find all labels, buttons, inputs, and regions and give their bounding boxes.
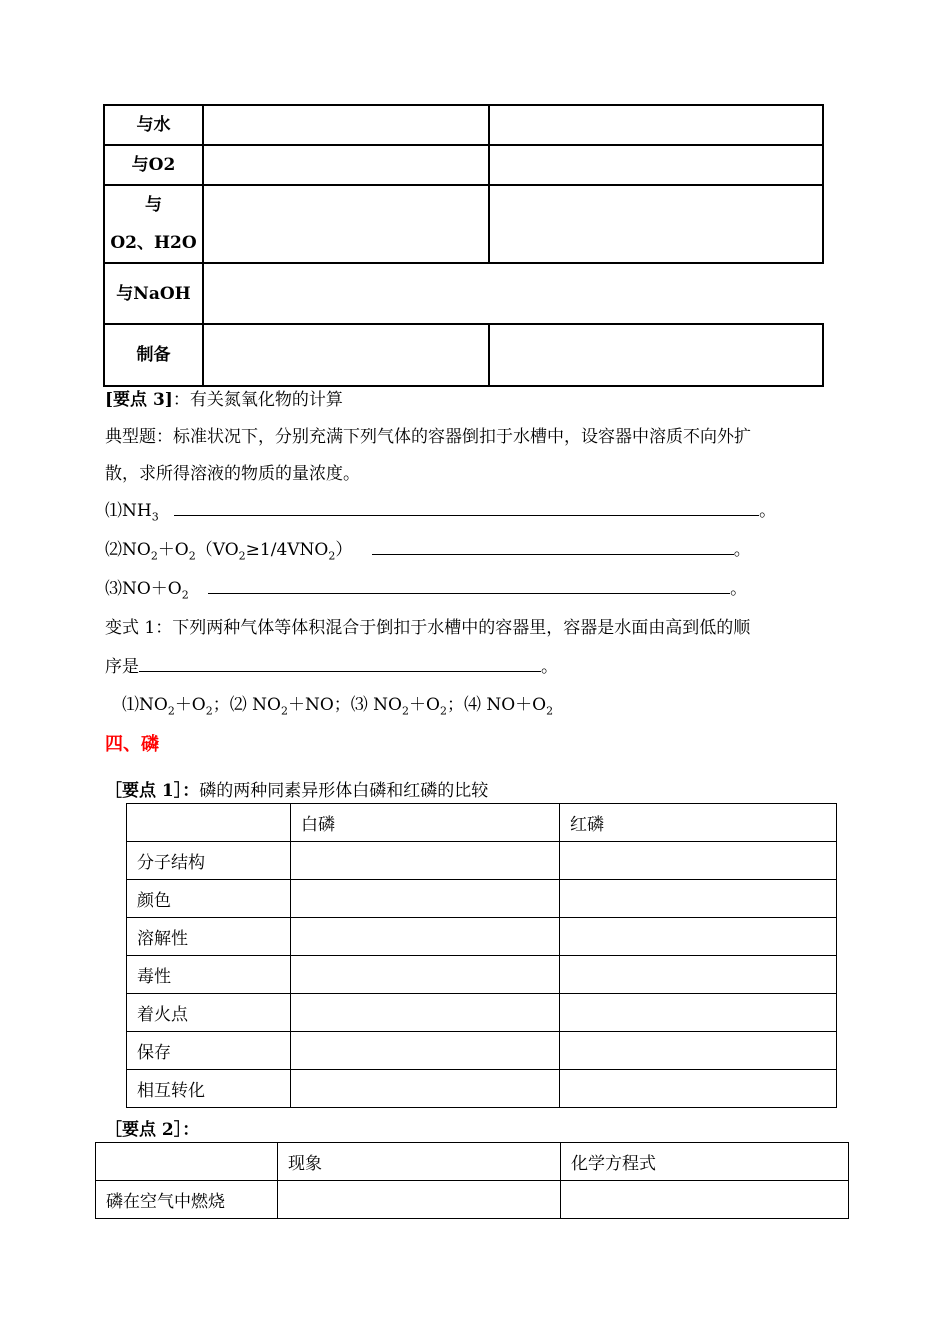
- option-sub: 2: [546, 704, 554, 718]
- option-text: ＋O: [409, 695, 440, 715]
- question-2: [105, 535, 751, 562]
- option-text: ⑴NO: [122, 695, 168, 715]
- table-cell: [489, 185, 823, 263]
- table-cell: [560, 1032, 837, 1070]
- answer-blank[interactable]: [174, 501, 759, 516]
- row-label: 着火点: [127, 994, 291, 1032]
- period: 。: [759, 501, 777, 521]
- table-cell: [561, 1181, 849, 1219]
- period: 。: [733, 540, 751, 560]
- option-sub: 2: [439, 704, 447, 718]
- row-label: 磷在空气中燃烧: [96, 1181, 278, 1219]
- header-cell: 白磷: [291, 804, 560, 842]
- table-cell: [489, 324, 823, 386]
- point1-heading: [105, 776, 488, 801]
- row-label: 与水: [104, 105, 203, 145]
- option-text: ；: [212, 695, 230, 715]
- option-text: ；: [446, 695, 464, 715]
- table-cell: [203, 185, 489, 263]
- point2-label: ［要点 2］：: [105, 1120, 200, 1140]
- table-cell: [489, 145, 823, 185]
- table-cell: [203, 145, 489, 185]
- q-sub: 2: [328, 549, 336, 563]
- option-text: ⑷ NO＋O: [463, 695, 547, 715]
- option-text: ⑵ NO: [229, 695, 281, 715]
- row-label: [104, 185, 203, 263]
- option-sub: 2: [167, 704, 175, 718]
- header-cell: [127, 804, 291, 842]
- phosphorus-comparison-table: [126, 803, 837, 1108]
- row-label-line: O2、H2O: [110, 233, 197, 253]
- q-text: ）: [335, 540, 353, 560]
- table-cell: [291, 842, 560, 880]
- example-line: 散，求所得溶液的物质的量浓度。: [105, 464, 360, 484]
- option-sub: 2: [402, 704, 409, 718]
- q-text: ⑵NO: [105, 540, 151, 560]
- header-cell: 红磷: [560, 804, 837, 842]
- answer-blank[interactable]: [208, 579, 730, 594]
- question-3: [105, 574, 747, 601]
- variant-line-2: [105, 652, 558, 677]
- header-cell: [96, 1143, 278, 1181]
- table-cell: [560, 880, 837, 918]
- header-cell: 化学方程式: [561, 1143, 849, 1181]
- q-text: （VO: [195, 540, 239, 560]
- option-text: ＋O: [174, 695, 206, 715]
- variant-line: 变式 1：下列两种气体等体积混合于倒扣于水槽中的容器里，容器是水面由高到低的顺: [105, 618, 751, 638]
- row-label: 相互转化: [127, 1070, 291, 1108]
- answer-blank[interactable]: [372, 540, 734, 555]
- q-text: ⑶NO＋O: [105, 579, 182, 599]
- table-cell: [560, 1070, 837, 1108]
- q-sub: 2: [188, 549, 196, 563]
- row-label: 毒性: [127, 956, 291, 994]
- row-label: 制备: [104, 324, 203, 386]
- q-sub: 2: [150, 549, 158, 563]
- table-cell: [560, 956, 837, 994]
- point1-text: 磷的两种同素异形体白磷和红磷的比较: [199, 781, 489, 801]
- q-text: 序是: [105, 657, 139, 677]
- variant-options: [122, 690, 553, 717]
- q-sub: 2: [181, 588, 189, 602]
- q-text: ≥1/4VNO: [245, 540, 329, 560]
- period: 。: [541, 657, 558, 677]
- row-label: 与O2: [104, 145, 203, 185]
- nitrogen-oxide-table: [103, 104, 824, 387]
- option-sub: 2: [280, 704, 288, 718]
- row-label: 保存: [127, 1032, 291, 1070]
- example-line: 典型题：标准状况下，分别充满下列气体的容器倒扣于水槽中，设容器中溶质不向外扩: [105, 427, 751, 447]
- q-text: ＋O: [157, 540, 189, 560]
- header-cell: 现象: [278, 1143, 561, 1181]
- table-cell: [560, 994, 837, 1032]
- table-cell: [291, 918, 560, 956]
- q-sub: 3: [151, 510, 159, 524]
- table-cell: [489, 105, 823, 145]
- q-text: ⑴NH: [105, 501, 152, 521]
- table-cell: [291, 956, 560, 994]
- option-text: ＋NO；: [287, 695, 351, 715]
- row-label: 溶解性: [127, 918, 291, 956]
- table-cell: [560, 918, 837, 956]
- point3-label: [要点 3]: [105, 390, 173, 410]
- answer-blank[interactable]: [139, 657, 541, 672]
- row-label-line: 与: [145, 195, 162, 215]
- phosphorus-reaction-table: [95, 1142, 849, 1219]
- row-label: 分子结构: [127, 842, 291, 880]
- period: 。: [730, 579, 748, 599]
- table-cell: [278, 1181, 561, 1219]
- question-1: [105, 496, 776, 523]
- point3-title: ：有关氮氧化物的计算: [172, 390, 343, 410]
- table-cell: [203, 105, 489, 145]
- table-cell: [291, 1070, 560, 1108]
- table-cell: [203, 263, 823, 324]
- point3-heading: [105, 385, 343, 410]
- section-heading: 四、磷: [105, 734, 159, 755]
- point1-label: ［要点 1］：: [105, 781, 200, 801]
- row-label: 颜色: [127, 880, 291, 918]
- option-text: ⑶ NO: [350, 695, 402, 715]
- q-sub: 2: [238, 549, 246, 563]
- table-cell: [291, 880, 560, 918]
- option-sub: 2: [205, 704, 213, 718]
- table-cell: [560, 842, 837, 880]
- row-label: 与NaOH: [104, 263, 203, 324]
- table-cell: [291, 1032, 560, 1070]
- table-cell: [291, 994, 560, 1032]
- table-cell: [203, 324, 489, 386]
